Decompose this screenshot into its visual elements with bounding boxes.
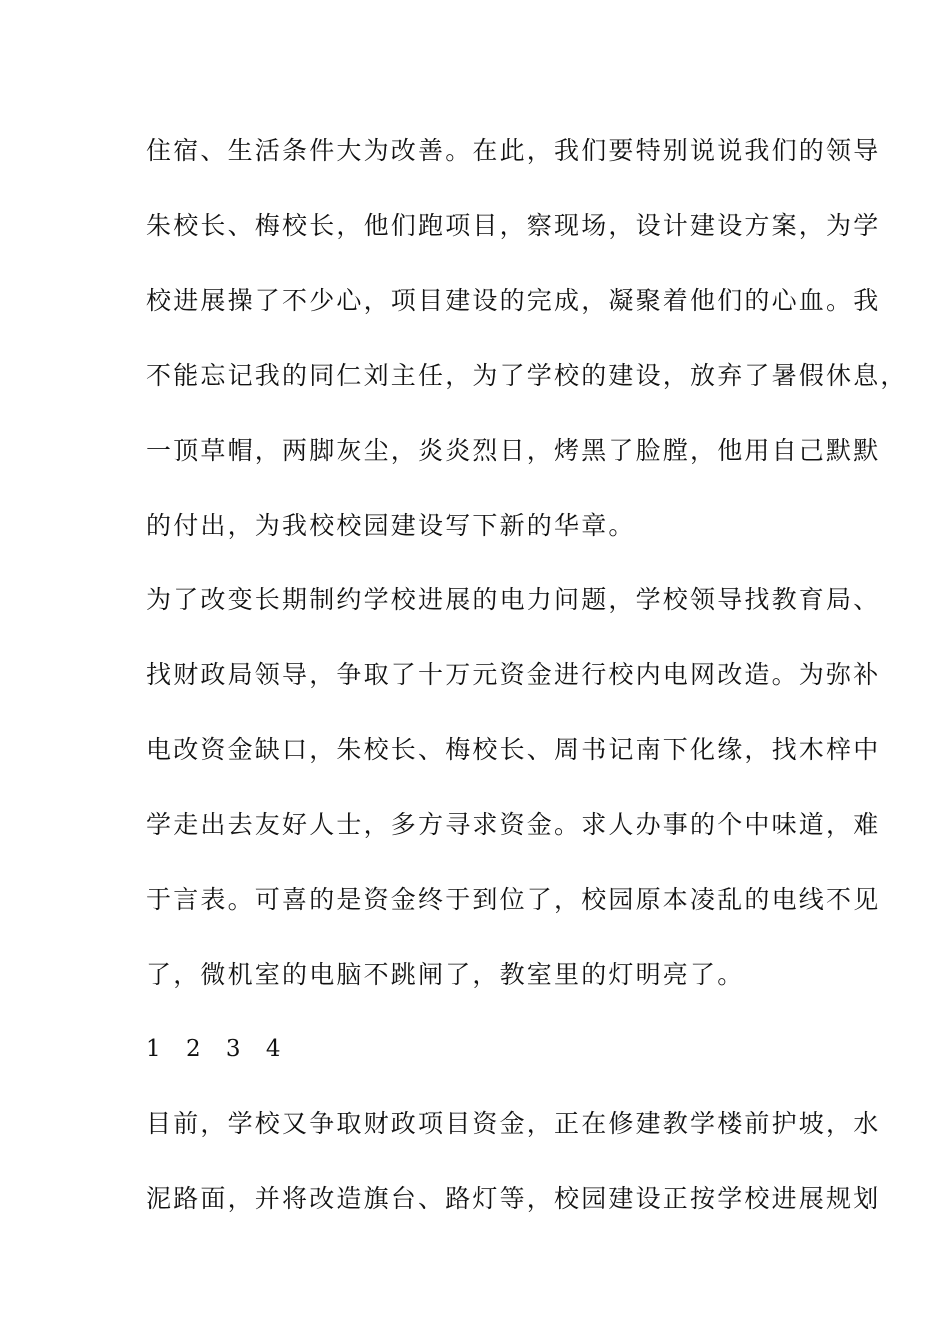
page-numbers: 1 2 3 4	[146, 1036, 290, 1062]
text-line-10: 学走出去友好人士，多方寻求资金。求人办事的个中味道，难	[146, 810, 881, 839]
text-line-5: 一顶草帽，两脚灰尘，炎炎烈日，烤黑了脸膛，他用自己默默	[146, 436, 881, 465]
text-line-13: 目前，学校又争取财政项目资金，正在修建教学楼前护坡，水	[146, 1109, 881, 1138]
text-line-1: 住宿、生活条件大为改善。在此，我们要特别说说我们的领导	[146, 136, 881, 165]
text-line-8: 找财政局领导，争取了十万元资金进行校内电网改造。为弥补	[146, 660, 881, 689]
text-line-9: 电改资金缺口，朱校长、梅校长、周书记南下化缘，找木梓中	[146, 735, 881, 764]
text-line-2: 朱校长、梅校长，他们跑项目，察现场，设计建设方案，为学	[146, 211, 881, 240]
text-line-7: 为了改变长期制约学校进展的电力问题，学校领导找教育局、	[146, 585, 881, 614]
text-line-14: 泥路面，并将改造旗台、路灯等，校园建设正按学校进展规划	[146, 1184, 881, 1213]
text-line-12: 了，微机室的电脑不跳闸了，教室里的灯明亮了。	[146, 960, 745, 989]
text-line-3: 校进展操了不少心，项目建设的完成，凝聚着他们的心血。我	[146, 286, 881, 315]
text-line-4: 不能忘记我的同仁刘主任，为了学校的建设，放弃了暑假休息，	[146, 361, 908, 390]
text-line-6: 的付出，为我校校园建设写下新的华章。	[146, 511, 636, 540]
text-line-11: 于言表。可喜的是资金终于到位了，校园原本凌乱的电线不见	[146, 885, 881, 914]
